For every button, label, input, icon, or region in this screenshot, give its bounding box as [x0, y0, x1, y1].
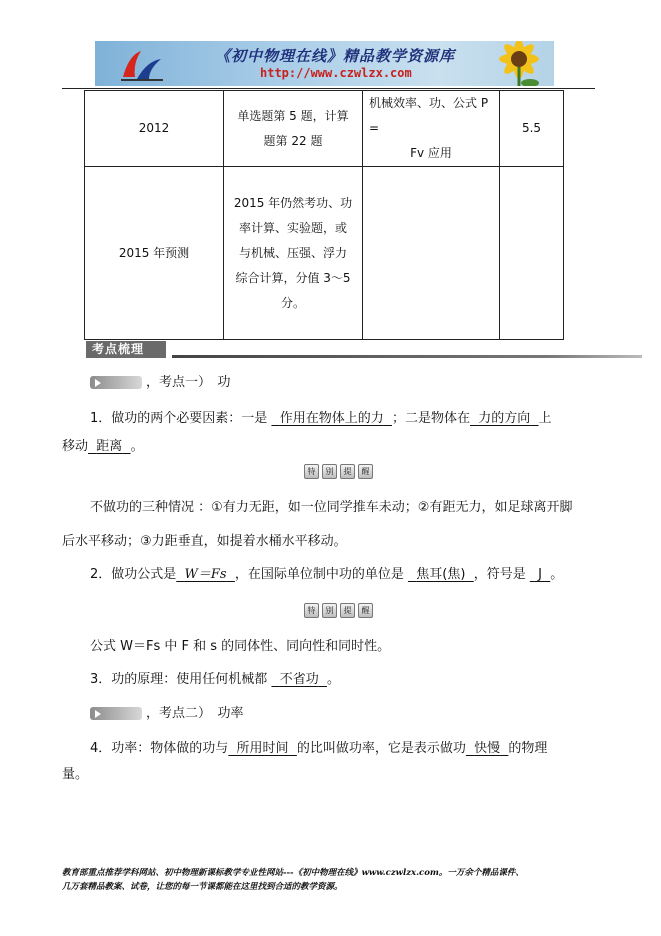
header-rule — [62, 88, 595, 89]
point-two-label: ，考点二） 功率 — [146, 706, 244, 721]
site-logo-icon — [119, 47, 165, 83]
score-cell — [500, 167, 564, 340]
badge-char: 提 — [340, 464, 355, 479]
banner-url: http://www.czwlzx.com — [260, 66, 412, 80]
answer-blank — [530, 567, 550, 582]
content-cell — [363, 91, 500, 167]
text: ；二是物体在 — [391, 411, 470, 426]
note-2: 公式 W＝Fs 中 F 和 s 的同体性、同向性和同时性。 — [90, 639, 391, 654]
text: 。 — [550, 567, 564, 582]
answer-blank — [470, 411, 539, 426]
badge-char: 别 — [322, 603, 337, 618]
answer-text: 力的方向 — [478, 411, 531, 426]
text: 移动 — [62, 439, 89, 454]
text: ，在国际单位制中功的单位是 — [234, 567, 404, 582]
note-1-line-2: 后水平移动；③力距垂直，如提着水桶水平移动。 — [62, 534, 347, 549]
play-icon — [90, 707, 142, 720]
answer-text: 距离 — [96, 439, 123, 454]
answer-blank — [271, 411, 392, 426]
badge-char: 提 — [340, 603, 355, 618]
table-row — [85, 167, 564, 340]
exam-table — [84, 90, 564, 340]
text: 。 — [326, 672, 340, 687]
content-cell — [363, 167, 500, 340]
sunflower-icon — [486, 41, 552, 86]
badge-char: 特 — [304, 603, 319, 618]
question-type-cell — [224, 167, 363, 340]
text: 上 — [538, 411, 552, 426]
answer-text: J — [538, 567, 542, 582]
answer-blank — [408, 567, 474, 582]
text: 的比叫做功率，它是表示做功 — [296, 741, 466, 756]
cell-line: 机械效率、功、公式 P = — [369, 96, 489, 135]
page-footer — [62, 866, 602, 894]
text: 。 — [130, 439, 144, 454]
point-one-label: ，考点一） 功 — [146, 375, 231, 390]
answer-text: 作用在物体上的力 — [279, 411, 384, 426]
text: 的物理 — [508, 741, 548, 756]
answer-blank — [271, 672, 327, 687]
text: 4．功率：物体做的功与 — [90, 741, 229, 756]
table-row — [85, 91, 564, 167]
answer-text: 不省功 — [279, 672, 319, 687]
cell-line: 单选题第 5 题，计算 — [237, 108, 349, 123]
answer-text: 焦耳(焦) — [416, 567, 466, 582]
score-cell: 5.5 — [500, 91, 564, 167]
answer-text: 所用时间 — [236, 741, 289, 756]
cell-line: 率计算、实验题，或 — [238, 220, 347, 235]
year-cell: 2015 年预测 — [85, 167, 224, 340]
badge-char: 特 — [304, 464, 319, 479]
item-2 — [90, 566, 563, 584]
text: 3．功的原理：使用任何机械都 — [90, 672, 268, 687]
question-type-cell — [224, 91, 363, 167]
answer-blank — [88, 439, 131, 454]
text: ，符号是 — [473, 567, 526, 582]
cell-line: 2015 年仍然考功、功 — [233, 195, 353, 210]
badge-char: 醒 — [358, 464, 373, 479]
answer-blank — [228, 741, 297, 756]
answer-blank — [176, 567, 235, 582]
year-cell: 2012 — [85, 91, 224, 167]
answer-blank — [466, 741, 509, 756]
note-1-line-1: 不做功的三种情况 ：①有力无距，如一位同学推车未动；②有距无力，如足球离开脚 — [90, 500, 573, 515]
item-1-line-2 — [62, 438, 144, 456]
footer-line: 几万套精品教案、试卷，让您的每一节课都能在这里找到合适的教学资源。 — [62, 882, 343, 892]
item-3 — [90, 671, 340, 689]
footer-line: 教育部重点推荐学科网站、初中物理新课标教学专业性网站---《初中物理在线》www.czwlzx.com。一万余个精品课件、 — [62, 868, 524, 878]
banner-title: 《初中物理在线》精品教学资源库 — [215, 47, 456, 65]
answer-text: 快慢 — [474, 741, 501, 756]
cell-line: 综合计算，分值 3～5 — [235, 270, 351, 285]
item-4-line-1 — [90, 740, 547, 758]
item-4-line-2: 量。 — [62, 767, 89, 782]
cell-line: Fv 应用 — [410, 146, 452, 160]
badge-char: 别 — [322, 464, 337, 479]
special-reminder-badge — [304, 464, 373, 479]
badge-char: 醒 — [358, 603, 373, 618]
text: 1．做功的两个必要因素：一是 — [90, 411, 268, 426]
section-rule — [172, 355, 642, 358]
section-title: 考点梳理 — [86, 341, 166, 358]
play-icon — [90, 376, 142, 389]
cell-line: 分。 — [280, 295, 305, 310]
header-banner — [95, 41, 554, 86]
text: 2．做功公式是 — [90, 567, 177, 582]
cell-line: 题第 22 题 — [263, 133, 323, 148]
answer-text: W＝Fs — [184, 567, 227, 582]
special-reminder-badge — [304, 603, 373, 618]
item-1-line-1 — [90, 410, 552, 428]
cell-line: 与机械、压强、浮力 — [238, 245, 347, 260]
